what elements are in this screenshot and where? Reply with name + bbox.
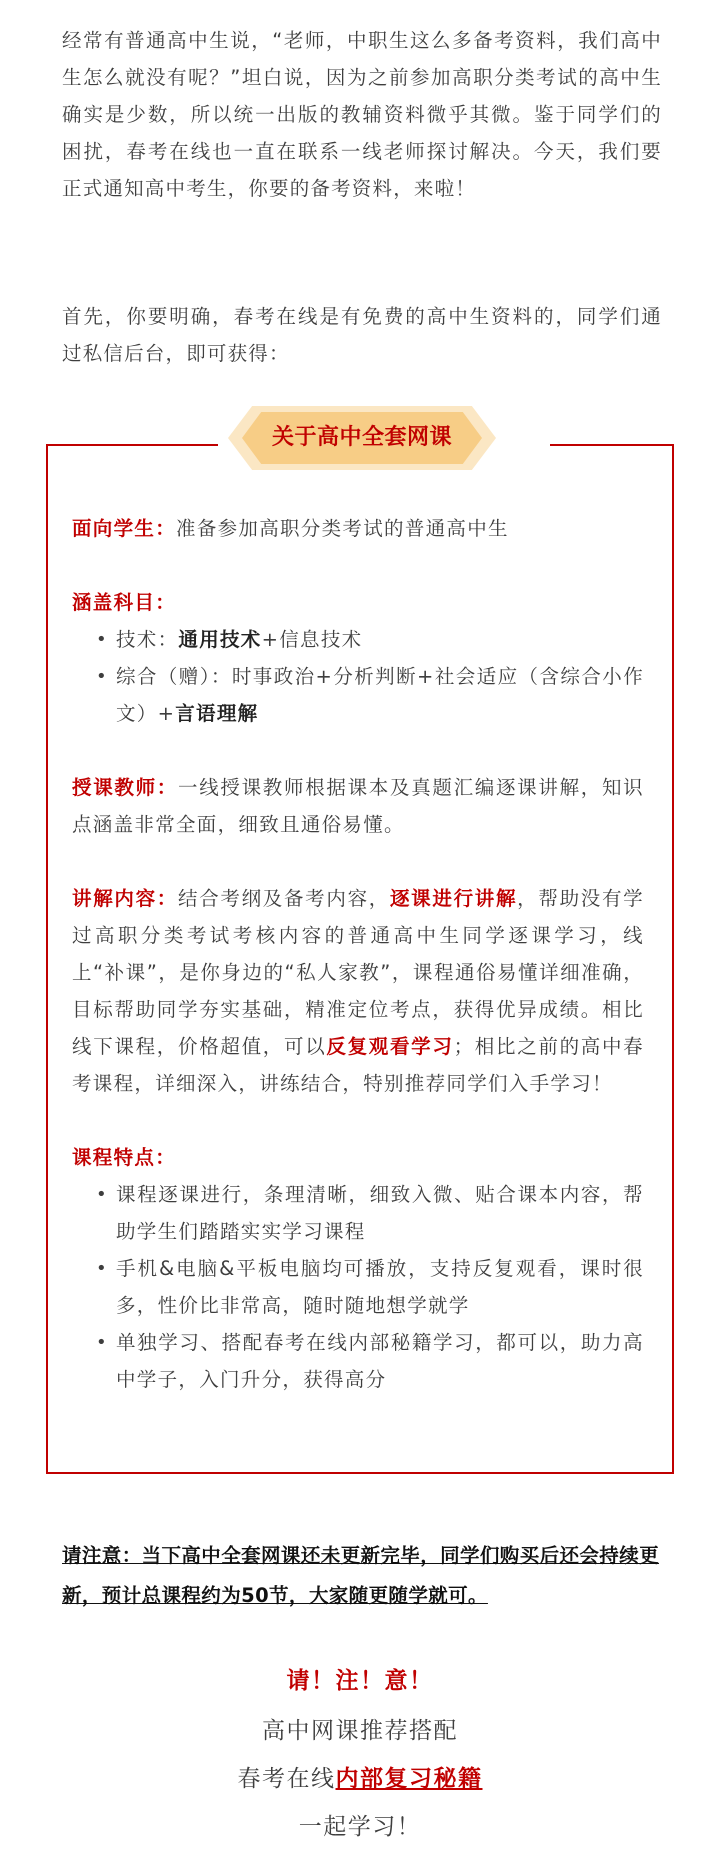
target-students	[72, 510, 644, 547]
update-notice: 请注意：当下高中全套网课还未更新完毕，同学们购买后还会持续更新，预计总课程约为50节，大家随更随学就可。	[62, 1544, 660, 1607]
subjects-heading	[72, 584, 644, 621]
list-item: • 综合（赠）：时事政治+分析判断+社会适应（含综合小作文）+言语理解	[116, 658, 644, 732]
secret-guide-line: 春考在线内部复习秘籍	[237, 1766, 483, 1792]
features-label: 课程特点：	[72, 1146, 177, 1169]
teacher-info	[72, 769, 644, 843]
features-heading	[72, 1139, 644, 1176]
section-title-badge	[228, 406, 496, 470]
subjects-list	[72, 621, 644, 732]
study-together-line: 一起学习！	[298, 1814, 422, 1840]
bullet-icon: •	[96, 629, 108, 650]
course-info-box	[46, 444, 674, 1474]
bullet-icon: •	[96, 1258, 108, 1279]
content-label: 讲解内容：	[72, 887, 178, 910]
intro-paragraph-1: 经常有普通高中生说，“老师，中职生这么多备考资料，我们高中生怎么就没有呢？”坦白说，因为之前参加高职分类考试的高中生确实是少数，所以统一出版的教辅资料微乎其微。鉴于同学们的困扰，春考在线也一直在联系一线老师探讨解决。今天，我们要正式通知高中考生，你要的备考资料，来啦！	[62, 29, 662, 200]
recommend-line: 高中网课推荐搭配	[262, 1718, 458, 1744]
target-label: 面向学生：	[72, 517, 177, 540]
list-item: • 课程逐课进行，条理清晰，细致入微、贴合课本内容，帮助学生们踏踏实实学习课程	[116, 1176, 644, 1250]
attention-heading: 请！注！意！	[286, 1668, 434, 1694]
highlight-text: 逐课进行讲解	[389, 887, 518, 910]
list-item: • 技术：通用技术+信息技术	[116, 621, 644, 658]
teacher-text: 一线授课教师根据课本及真题汇编逐课讲解，知识点涵盖非常全面，细致且通俗易懂。	[72, 776, 644, 836]
badge-title: 关于高中全套网课	[271, 425, 452, 450]
bullet-icon: •	[96, 1184, 108, 1205]
content-info: 讲解内容：结合考纲及备考内容，逐课进行讲解，帮助没有学过高职分类考试考核内容的普通高中生同学逐课学习，线上“补课”，是你身边的“私人家教”，课程通俗易懂详细准确，目标帮助同学夯实基础，精准定位考点，获得优异成绩。相比线下课程，价格超值，可以反复观看学习；相比之前的高中春考课程，详细深入，讲练结合，特别推荐同学们入手学习！	[72, 887, 644, 1095]
course-info-content	[72, 510, 644, 1398]
features-list	[72, 1176, 644, 1398]
teacher-label: 授课教师：	[72, 776, 178, 799]
subjects-label: 涵盖科目：	[72, 591, 177, 614]
target-text: 准备参加高职分类考试的普通高中生	[176, 517, 509, 540]
bullet-icon: •	[96, 1332, 108, 1353]
bullet-icon: •	[96, 666, 108, 687]
intro-paragraph-2: 首先，你要明确，春考在线是有免费的高中生资料的，同学们通过私信后台，即可获得：	[62, 305, 662, 365]
highlight-text: 反复观看学习	[326, 1035, 454, 1058]
list-item: • 手机&电脑&平板电脑均可播放，支持反复观看，课时很多，性价比非常高，随时随地想学就学	[116, 1250, 644, 1324]
list-item: • 单独学习、搭配春考在线内部秘籍学习，都可以，助力高中学子，入门升分，获得高分	[116, 1324, 644, 1398]
secret-guide-link[interactable]: 内部复习秘籍	[335, 1766, 483, 1792]
